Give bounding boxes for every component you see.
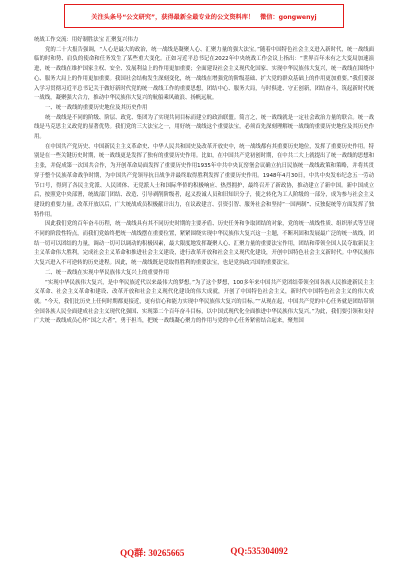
promo-banner[interactable]: [64, 4, 344, 28]
footer: [0, 546, 408, 562]
paragraph: “实现中华民族伟大复兴，是中华民族近代以来最伟大的梦想。”为了这个梦想，100多年来中国共产党团结带领全国各族人民推进新民主主义革命、社会主义革命和建设、改革开放和社会主义现代化建设的伟大成就，开创了中国特色社会主义，新时代中国特色社会主义的伟大成就。“今天，我们比历史上任何时期都更接近，更有信心和能力实现中华民族伟大复兴的目标。”“从现在起，中国共产党的中心任务就是团结带领全国各族人民全面建成社会主义现代化强国、实现第二个百年奋斗目标，以中国式现代化全面推进中华民族伟大复兴。”为此，我们要引领和支持广大统一战线成员心怀“国之大者”，勇于担当，把统一战线凝心聚力的作用与党的中心任务紧密结合起来，聚焦国: [34, 279, 374, 325]
footer-qq-group: QQ群: 30265665: [120, 548, 185, 558]
document-body: [34, 36, 374, 541]
banner-wechat: 微信：gongwenyj: [260, 13, 317, 21]
section-heading: 二、统一战线在实现中华民族伟大复兴上的重要作用: [45, 269, 169, 276]
paragraph: 统一战线是不同的阶级、阶层、政党、集团为了实现共同目标而建立的政治联盟。简言之，统一战线就是一定社会政治力量的联合。统一战线是马克思主义政党的显著优势。我们党的三大法宝之一，用好统一战线这个重要法宝，必须首先深刻理解统一战线的重要历史地位及其历史作用。: [34, 114, 374, 141]
paragraph: 因此我们党的百年奋斗历程，统一战线具有其不同历史时期的主要矛盾、历史任务和争取团结的对象，党的统一战线性质、组织形式等呈现不同的阶段性特点，而我们党始终把统一战线摆在重要位置，紧紧围绕实现中华民族伟大复兴这一主题，不断巩固和发展最广泛的统一战线，团结一切可以团结的力量，调动一切可以调动的积极因素，最大限度地发挥凝聚人心、汇聚力量的重要法宝作用，团结和带领全国人民夺取新民主主义革命伟大胜利，完成社会主义革命和推进社会主义建设，进行改革开放和社会主义现代化建设，开创中国特色社会主义新时代。中华民族伟大复兴进入不可逆转的历史进程。因此，统一战线既是党取得胜利的重要法宝，也是党执政兴国的重要法宝。: [34, 221, 374, 267]
paragraph: 党的二十大报告强调，“人心是最大的政治，统一战线是凝聚人心、汇聚力量的强大法宝。”随着中国特色社会主义进入新时代，统一战线面临的时和势、肩负的使命和任务发生了某些重大变化。正如习近平总书记在2022年中央统战工作会议上指出：“世界百年未有之大变局加速演进，统一战线在维护国家主权、安全、发展利益上的作用更加重要；全面建设社会主义现代化国家、实现中华民族伟大复兴，统一战线在围绕中心、服务大局上的作用更加重要。我国社会结构发生深刻变化，统一战线在增强党的阶级基础、扩大党的群众基础上的作用更加重要。”我们要深入学习贯彻习近平总书记关于做好新时代党的统一战线工作的重要思想，团结中心、服务大局，与时俱进、守正创新，团结奋斗，筑起新时代统一战线，凝聚强大合力，推动中华民族伟大复兴的航船乘风破浪、扬帆远航。: [34, 46, 374, 102]
footer-qq: QQ:535304092: [230, 546, 288, 556]
paragraph: 在中国共产党历史、中国新民主主义革命史、中华人民共和国史及改革开放史中，统一战线都有其重要历史地位，发挥了重要历史作用。特别是在一些关键历史时期，统一战线更是发挥了独有的重要历史作用。比如，在中国共产党初创时期，在中共二大上就提出了统一战线的思想和主张，并促成第一次国共合作，为开创革命局面发挥了重要历史作用1935年中共中央瓦窑堡会议确立抗日民族统一战线政策和策略，并将其贯穿于整个民族革命战争时期，为中国共产党领导抗日战争并最终取得胜利发挥了重要历史作用。1948年4月30日，中共中央发布纪念五一劳动节口号，得到了各民主党派、人民团体、无党派人士和国际华侨的积极响应、热烈拥护，最终召开了新政协，推动建立了新中国。新中国成立后，按照党中央部署，统战部门团结、改造、引导剥削阶级者，起义投诚人员和旧知识分子，使之转化为工人阶级的一部分，成为参与社会主义建设的重要力量。改革开放以后，广大统战成员积极献计出力，在议政建言、引资引智、服务社会和坚持“一国两制”、反独促统等方面发挥了独特作用。: [34, 143, 374, 218]
section-heading: 一、统一战线的重要历史地位及其历史作用: [45, 104, 148, 111]
banner-text: 关注头条号“公文研究”，获得最新全最专业的公文资料库！: [91, 13, 255, 21]
document-title: 统战工作交流：用好制胜法宝 汇聚复兴伟力: [34, 37, 139, 43]
